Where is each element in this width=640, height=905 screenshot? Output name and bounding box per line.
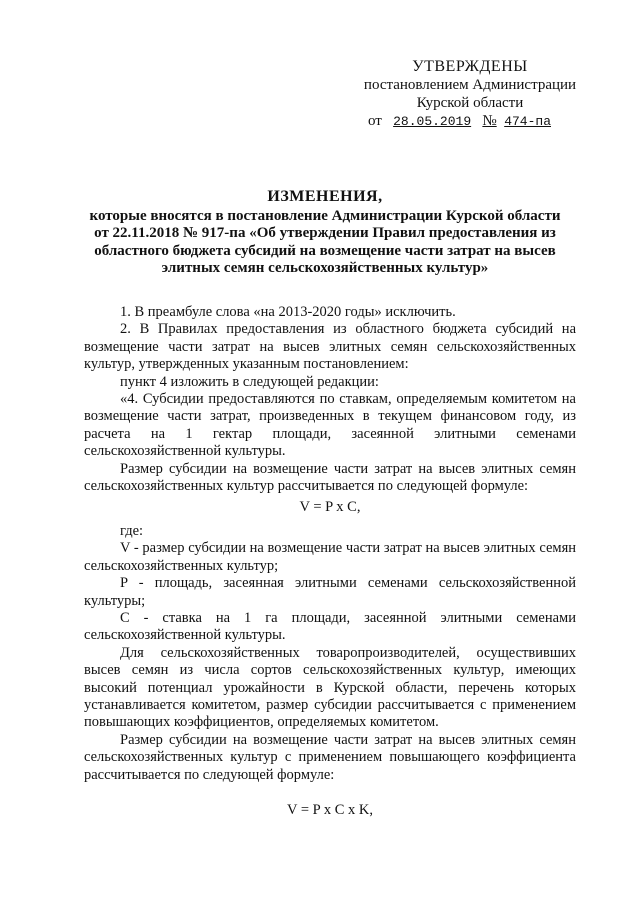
heading-line: которые вносятся в постановление Администрации Курской области [89, 207, 561, 224]
paragraph-9: C - ставка на 1 га площади, засеянной элитными семенами сельскохозяйственной культуры. [84, 609, 576, 644]
approval-block [340, 58, 600, 131]
formula-2: V = P x C x K, [287, 801, 373, 818]
date-prefix: от [368, 113, 382, 129]
paragraph-7: V - размер субсидии на возмещение части затрат на высев элитных семян сельскохозяйственных культур; [84, 540, 576, 574]
paragraph-11: Размер субсидии на возмещение части затрат на высев элитных семян сельскохозяйственных культур с применением повышающего коэффициента рассчитывается по следующей формуле: [84, 731, 576, 783]
paragraph-8: P - площадь, засеянная элитными семенами сельскохозяйственной культуры; [84, 575, 576, 609]
paragraph-6: где: [120, 522, 144, 539]
approval-line-2: Курской области [416, 95, 524, 111]
heading-line: от 22.11.2018 № 917-па «Об утверждении Правил предоставления из [94, 225, 556, 241]
approval-number: 474-па [504, 114, 551, 129]
paragraph-10: Для сельскохозяйственных товаропроизводителей, осуществивших высев семян из числа сортов сельскохозяйственных культур, имеющих высокий потенциал урожайности в Курской области, перечень которых устанавливается комитетом, размер субсидии рассчитывается с применением повышающих коэффициентов, определяемых комитетом. [84, 644, 576, 731]
document-body [84, 304, 576, 825]
heading-line: элитных семян сельскохозяйственных культур» [161, 260, 489, 276]
document-heading [60, 188, 590, 278]
paragraph-5: Размер субсидии на возмещение части затрат на высев элитных семян сельскохозяйственных культур рассчитывается по следующей формуле: [84, 460, 576, 495]
heading-line: областного бюджета субсидий на возмещение части затрат на высев [94, 242, 556, 259]
paragraph-4: «4. Субсидии предоставляются по ставкам, определяемым комитетом на возмещение части затрат, произведенных в текущем финансовом году, из расчета на 1 гектар площади, засеянной элитными семенами сельскохозяйственной культуры. [84, 391, 576, 460]
heading-title: ИЗМЕНЕНИЯ, [267, 188, 383, 205]
approval-date-line [340, 112, 600, 131]
paragraph-1: 1. В преамбуле слова «на 2013-2020 годы» исключить. [120, 304, 456, 320]
paragraph-2: 2. В Правилах предоставления из областного бюджета субсидий на возмещение части затрат на высев элитных семян сельскохозяйственных культур, утвержденных указанным постановлением: [84, 321, 576, 373]
number-sign: № [482, 113, 497, 129]
approval-date: 28.05.2019 [393, 114, 472, 129]
approval-title: УТВЕРЖДЕНЫ [412, 58, 528, 75]
approval-line-1: постановлением Администрации [363, 77, 577, 93]
paragraph-3: пункт 4 изложить в следующей редакции: [120, 373, 379, 390]
formula-1: V = P x C, [299, 499, 361, 516]
